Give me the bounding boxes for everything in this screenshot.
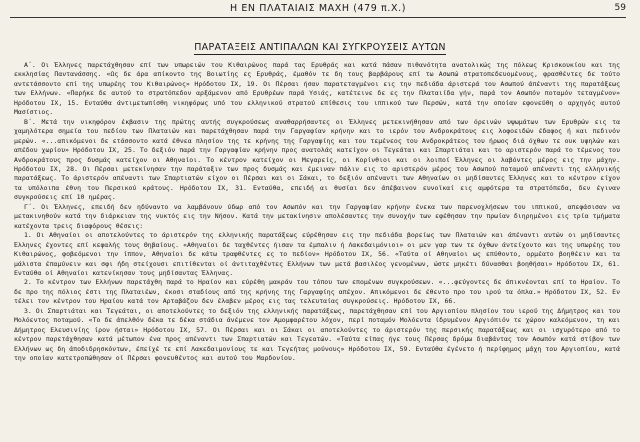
section-heading-text: ΠΑΡΑΤΑΞΕΙΣ ΑΝΤΙΠΑΛΩΝ ΚΑΙ ΣΥΓΚΡΟΥΣΕΙΣ ΑΥΤΩΝ — [194, 42, 446, 53]
paragraph-c-3: 3. Οι Σπαρτιάται και Τεγεάται, οι αποτελούντες το δεξιόν της ελληνικής παρατάξεως, παρετάχθησαν επί του Αργιοπίου πλησίον του ιερού της Δήμητρος και του Μολόεντος ποταμού. «Το δε άπελθόν δέκα τε δέκα στάδια άνέμενε τον Αμομφαρέτου λόχον, περί ποταμόν Μολόεντα ίδρυμένον Αργιόπιόν τε χώρον καλεόμενον, τη και Δήμητρος Ελευσινίης ίρον ήσται» Ηρόδοτου IX, 57. Οι Πέρσαι και οι Σάκαι οι αποτελούντες το άριστερόν της περσικής παρατάξεως και οι ισχυρότερο από το κέντρον παρετάχθησαν κατά μέτωπον ένα προς απέναντι των Σπαρτιατών και Τεγεατών. «Ταύτα είπας ήγε τους Πέρσας δρόμω διαβάντας τον Ασωπόν κατά στίβον των Ελλήνων ως δη άποδιδρησκόντων, έπείχέ τε επί Λακεδαιμονίους τε και Τεγεήτας μούνους» Ηρόδοτου IX, 59. Ενταύθα έγένετο ή περίφημος μάχη του Αργιοπίου, κατά την οποίαν κατετροπώθησαν οί Πέρσαι φονευθέντος και αυτού του Μαρδονίου. — [14, 306, 620, 363]
body-text — [14, 61, 620, 436]
running-header — [10, 2, 626, 18]
page-number: 59 — [614, 3, 626, 13]
paragraph-c-1: 1. Οι Αθηναίοι οι αποτελούντες το άριστερόν της ελληνικής παρατάξεως εύρέθησαν εις την πεδιάδα βορείως των Πλαταιών και άπέναντι αυτών οι μηδίσαντες Έλληνες έχοντες επί κεφαλής τους Θηβαίους. «Αθηναίοι δε ταχθέντες ήισαν τα έμπαλιν ή Λακεδαιμόνιοι» οι μεν γαρ των τε όχθων άντείχοντο και της υπωρέης του Κιθαιρώνος, φοβεόμενοι την ίππον, Αθηναίοι δε κάτω τραφθέντες ες το πεδίον» Ηρόδοτου IX, 56. «Ταύτα οί Αθηναίοι ως επύθοντο, ορμέατο βοηθέειν και τα μάλιστα έπαμύνειν και σφι ήδη στείχουσι επιτίθενται οί άντιταχθέντες Ελλήνων των μετά βασιλέος γενομένων, ώστε μηκέτι δύνασθαι βοηθήσαι» Ηρόδοτου IX, 61. Ενταύθα οί Αθηναίοι κατενίκησαν τους μηδίσαντας Έλληνας. — [14, 231, 620, 277]
running-header-title: Η ΕΝ ΠΛΑΤΑΙΑΙΣ ΜΑΧΗ (479 π.Χ.) — [229, 3, 407, 14]
paragraph-a: Α΄. Οι Έλληνες παρετάχθησαν επί των υπωρειών του Κιθαιρώνος παρά τας Ερυθράς και κατά πάσαν πιθανότητα ανατολικώς της πόλεως Κρισκουκίου και της εκκλησίας Παντανάσσης. «Ως δε άρα απίκοντο της Βοιωτίης ες Ερυθράς, έμαθόν τε δη τους βαρβάρους επί τω Ασωπώ στρατοπεδευομένους, φρασθέντες δε τούτο αντετάσσοντο επί της υπωρέης του Κιθαιρώνος» Ηρόδοτου IX, 19. Οι Πέρσαι ήσαν παρατεταγμένοι εις την πεδιάδα άριστερά του Ασωπού άπέναντι της παρατάξεως των Ελλήνων. «Παρήκε δε αυτού το στρατόπεδον αρξάμενον από Ερυθρέων παρά Υσιάς, κατέτεινε δε ες την Πλαταιίδα γήν, παρά τον Ασωπόν ποταμόν τεταγμένον» Ηρόδοτου IX, 15. Ενταύθα άντιμετωπίσθη νικηφόρως υπό του ελληνικού στρατού επίθεσις του ιππικού των Περσών, κατά την οποίαν εφονεύθη ο αρχηγός αυτού Μασίστιος. — [14, 61, 620, 117]
paragraph-c: Γ΄. Οι Έλληνες, επειδή δεν ηδύναντο να λαμβάνουν ύδωρ από τον Ασωπόν και την Γαργαφίαν κρήνην ένεκα των παρενοχλήσεων του ιππικού, απεφάσισαν να μετακινηθούν κατά την διάρκειαν της νυκτός εις την Νήσον. Κατά την μετακίνησιν απολέσαντες την συνοχήν των εφέθησαν την πρωίαν διηρημένοι εις τρία τμήματα κατέχοντα τρεις διαφόρους θέσεις: — [14, 202, 620, 230]
paragraph-b: Β΄. Μετά την νικηφόρον έκβασιν της πρώτης αυτής συγκρούσεως αναθαρρήσαντες οι Έλληνες μετεκινήθησαν από των όρεινών υψωμάτων των Ερυθρών εις τα χαμηλότερα σημεία του πεδίου των Πλαταιών και παρετάχθησαν παρά την Γαργαφίαν κρήνην και το ιερόν του Ανδροκράτους εις λοφοειδών έδαφος ή και πεδινόν μερών. «...απικόμενοι δε ετάσσοντο κατά έθνεα πλησίον της τε κρήνης της Γαργαφίης και του τεμένεος του Ανδροκράτεος του ήρωος διά όχθων τε ουκ υψηλών και απέδου χωρίου» Ηρόδοτου IX, 25. Το δεξιόν παρά την Γαργαφίαν κρήνην προς ανατολάς κατείχον οι Τεγεάται και Σπαρτιάται και το αριστερόν παρά το τέμενος του Ανδροκράτους προς δυσμάς κατείχον οι Αθηναίοι. Το κέντρον κατείχον οι Μεγαρείς, οι Κορίνθιοι και οι λοιποί Έλληνες οι λαβόντες μέρος εις την μάχην. Ηρόδοτου IX, 28. Οι Πέρσαι μετεκίνησαν την παράταξιν των προς δυσμάς και έμειναν πάλιν εις το αριστερόν μέρος του Ασωπού ποταμού απέναντι της ελληνικής παρατάξεως. Το άριστερόν απέναντι των Σπαρτιατών είχον οι Πέρσαι και οι Σάκαι, το δεξιόν απέναντι των Αθηναίων οι μηδίσαντες Έλληνες και το κέντρον είχον τα υπόλοιπα έθνη του Περσικού κράτους. Ηρόδοτου IX, 31. Ενταύθα, επειδή αι θυσίαι δεν άπέβαινον ευνοϊκαί εις αμφότερα τα στρατόπεδα, δεν έγιναν συγκρούσεις επί 10 ημέρας. — [14, 117, 620, 202]
section-heading — [0, 42, 640, 53]
paragraph-c-2: 2. Το κέντρον των Ελλήνων παρετάχθη παρά το Ηραίον και εύρέθη μακράν του τόπου των επομένων συγκρούσεων. «...φεύγοντες δε άπικνέονται επί το Ηραίον. Το δε προ της πόλιος έστι της Πλαταιέων, έκοσι σταδίους από της κρήνης της Γαργαφίης απέχον. Απικόμενοι δε έθεντο προ του ιρού τα όπλα.» Ηρόδοτου IX, 52. Εν τέλει τον κέντρον του Ηραίου κατά τον Αρταβάζου δεν έλαβεν μέρος εις τας τελευταίας συγκρούσεις. Ηρόδοτου IX, 66. — [14, 278, 620, 306]
